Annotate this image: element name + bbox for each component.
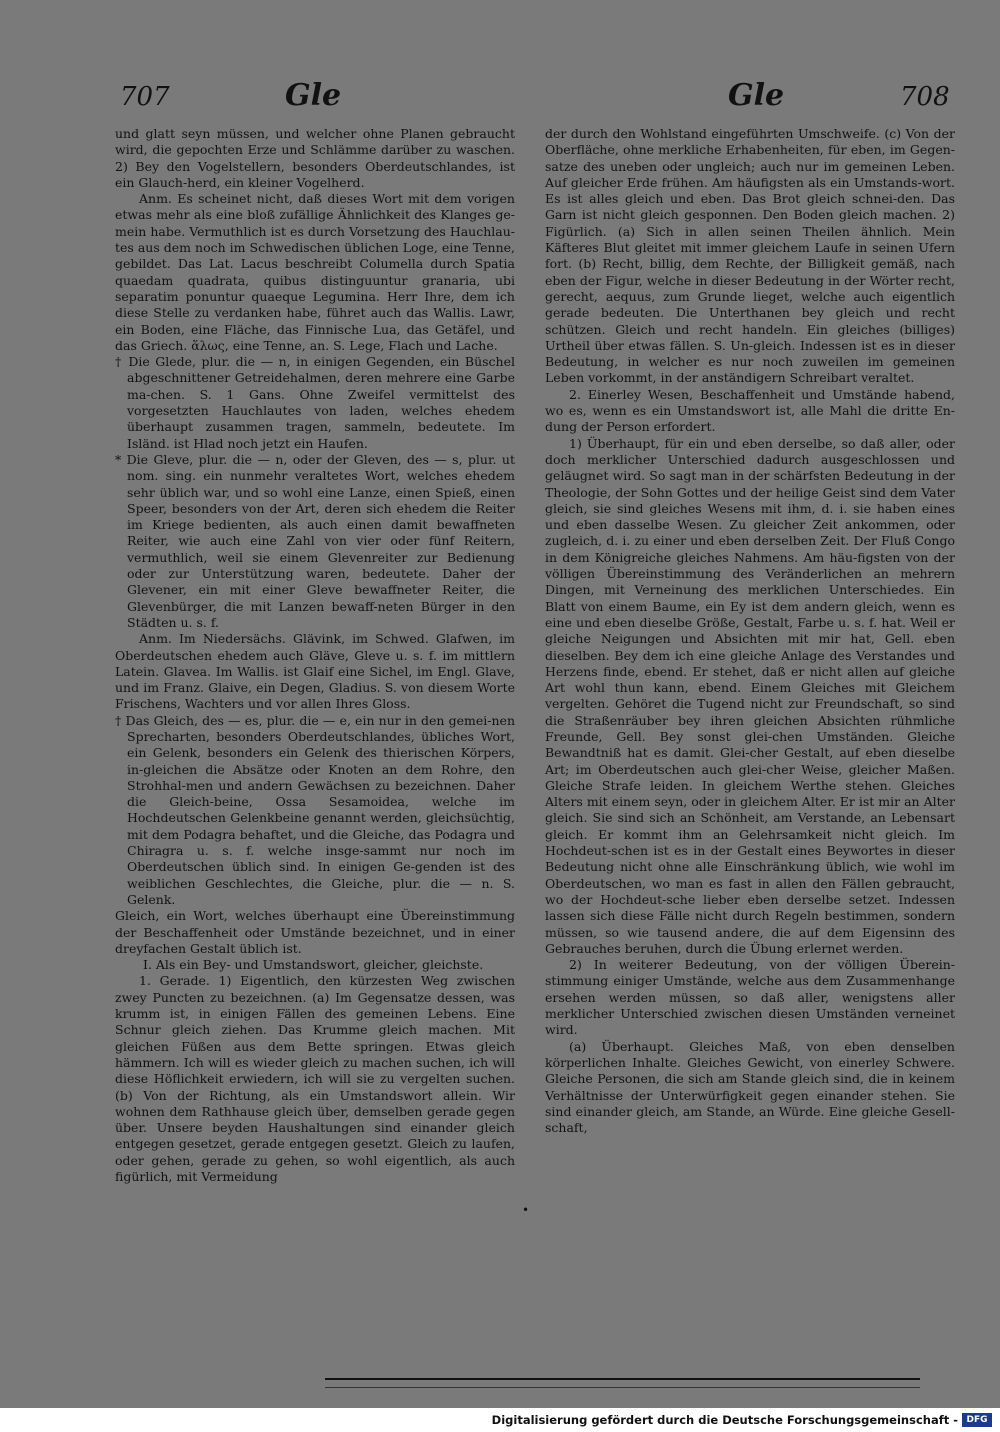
bottom-rule	[325, 1378, 920, 1380]
right-column	[545, 126, 955, 1136]
dot-mark: •	[522, 1203, 530, 1217]
footer-credit: Digitalisierung gefördert durch die Deutsche Forschungsgemeinschaft -	[491, 1413, 958, 1427]
left-page-number: 707	[120, 82, 170, 112]
paragraph: † Die Glede, plur. die — n, in einigen Gegenden, ein Büschel abgeschnittener Getreidehalmen, deren mehrere eine Garbe ma-chen. S. 1 Gans. Ohne Zweifel vermittelst des vorgesetzten Hauchlautes von laden, welches ehedem überhaupt zusammen tragen, sammeln, bedeutete. Im Isländ. ist Hlad noch jetzt ein Haufen.	[115, 354, 515, 451]
paragraph: der durch den Wohlstand eingeführten Umschweife. (c) Von der Oberfläche, ohne merkliche Erhabenheiten, für eben, im Gegen-satze des uneben oder ungleich; auch nur im gemeinen Leben. Auf gleicher Erde frühen. Am häufigsten als ein Umstands-wort. Es ist alles gleich und eben. Das Brot gleich schnei-den. Das Garn ist nicht gleich gesponnen. Den Boden gleich machen. 2) Figürlich. (a) Sich in allen seinen Theilen ähnlich. Mein Käfteres Blut gleitet mit immer gleichem Laufe in seinen Ufern fort. (b) Recht, billig, dem Rechte, der Billigkeit gemäß, nach eben der Figur, welche in dieser Bedeutung in der Wörter recht, gerecht, aequus, zum Grunde lieget, welche auch eigentlich gerade bedeuten. Die Unterthanen bey gleich und recht schützen. Gleich und recht handeln. Ein gleiches (billiges) Urtheil über etwas fällen. S. Un-gleich. Indessen ist es in dieser Bedeutung, in welcher es nur noch zuweilen im gemeinen Leben vorkommt, in der anständigern Schreibart veraltet.	[545, 126, 955, 386]
right-page-number: 708	[900, 82, 950, 112]
paragraph: 1) Überhaupt, für ein und eben derselbe, so daß aller, oder doch merklicher Unterschied dadurch ausgeschlossen und geläugnet wird. So sagt man in der schärfsten Bedeutung in der Theologie, der Sohn Gottes und der heilige Geist sind dem Vater gleich, sie sind gleiches Wesens mit ihm, d. i. sie haben eines und eben dasselbe Wesen. Zu gleicher Zeit ankommen, oder zugleich, d. i. zu einer und eben derselben Zeit. Der Fluß Congo in dem Königreiche gleiches Nahmens. Am häu-figsten von der völligen Übereinstimmung des Veränderlichen an mehrern Dingen, mit Verneinung des merklichen Unterschiedes. Ein Blatt von einem Baume, ein Ey ist dem andern gleich, wenn es eine und eben dieselbe Größe, Gestalt, Farbe u. s. f. hat. Weil er gleiche Neigungen und Absichten mit mir hat, Gell. eben dieselben. Bey dem ich eine gleiche Anlage des Verstandes und Herzens finde, ebend. Er stehet, daß er nicht allen auf gleiche Art wohl thun kann, ebend. Einem Gleiches mit Gleichem vergelten. Gehöret die Tugend nicht zur Freundschaft, so sind die Straßenräuber bey ihren gleichen Absichten rühmliche Freunde, Gell. Bey sonst glei-chen Umständen. Gleiche Bewandtniß hat es damit. Glei-cher Gestalt, auf eben dieselbe Art; im Oberdeutschen auch glei-cher Weise, gleicher Maßen. Gleiche Strafe leiden. In gleichem Werthe stehen. Gleiches Alters mit einem seyn, oder in gleichem Alter. Er ist mir an Alter gleich. Sie sind sich an Schönheit, am Verstande, an Lebensart gleich. Er kommt ihm an Gelehrsamkeit nicht gleich. Im Hochdeut-schen ist es in der Gestalt eines Beywortes in dieser Bedeutung nicht ohne alle Einschränkung üblich, wie wohl im Oberdeutschen, wo man es fast in allen den Fällen gebraucht, wo der Hochdeut-sche lieber eben derselbe setzet. Indessen lassen sich diese Fälle nicht durch Regeln bestimmen, sondern müssen, so wie tausend andere, die auf dem Eigensinn des Gebrauches beruhen, durch die Übung erlernet werden.	[545, 435, 955, 956]
paragraph: 1. Gerade. 1) Eigentlich, den kürzesten Weg zwischen zwey Puncten zu bezeichnen. (a) Im Gegensatze dessen, was krumm ist, in einigen Fällen des gemeinen Lebens. Eine Schnur gleich ziehen. Das Krumme gleich machen. Mit gleichen Füßen aus dem Bette springen. Etwas gleich hämmern. Ich will es wieder gleich zu machen suchen, ich will diese Höflichkeit erwiedern, ich will sie zu vergelten suchen. (b) Von der Richtung, als ein Umstandswort allein. Wir wohnen dem Rathhause gleich über, demselben gerade gegen über. Unsere beyden Haushaltungen sind einander gleich entgegen gesetzet, gerade entgegen gesetzt. Gleich zu laufen, oder gehen, gerade zu gehen, so wohl eigentlich, als auch figürlich, mit Vermeidung	[115, 973, 515, 1184]
page-header	[100, 78, 950, 126]
paragraph: Anm. Es scheinet nicht, daß dieses Wort mit dem vorigen etwas mehr als eine bloß zufällige Ähnlichkeit des Klanges ge-mein habe. Vermuthlich ist es durch Vorsetzung des Hauchlau-tes aus dem noch im Schwedischen üblichen Loge, eine Tenne, gebildet. Das Lat. Lacus beschreibt Columella durch Spatia quaedam quadrata, quibus distinguuntur granaria, ubi separatim ponuntur quaeque Legumina. Herr Ihre, dem ich diese Stelle zu verdanken habe, führet auch das Wallis. Lawr, ein Boden, eine Fläche, das Finnische Lua, das Getäfel, und das Griech. ἅλως, eine Tenne, an. S. Lege, Flach und Lache.	[115, 191, 515, 353]
paragraph: und glatt seyn müssen, und welcher ohne Planen gebraucht wird, die gepochten Erze und Schlämme darüber zu waschen. 2) Bey den Vogelstellern, besonders Oberdeutschlandes, ist ein Glauch-herd, ein kleiner Vogelherd.	[115, 126, 515, 190]
bottom-rule-thin	[325, 1387, 920, 1388]
left-column	[115, 126, 515, 1185]
paragraph: 2. Einerley Wesen, Beschaffenheit und Umstände habend, wo es, wenn es ein Umstandswort ist, alle Mahl die dritte En-dung der Person erfordert.	[545, 386, 955, 435]
footer-bar	[0, 1408, 1000, 1432]
paragraph: † Das Gleich, des — es, plur. die — e, ein nur in den gemei-nen Sprecharten, besonders Oberdeutschlandes, übliches Wort, ein Gelenk, besonders ein Gelenk des thierischen Körpers, in-gleichen die Absätze oder Knoten an dem Rohre, den Strohhal-men und andern Gewächsen zu bezeichnen. Daher die Gleich-beine, Ossa Sesamoidea, welche im Hochdeutschen Gelenkbeine genannt werden, gleichsüchtig, mit dem Podagra behaftet, und die Gleiche, das Podagra und Chiragra u. s. f. welche insge-sammt nur noch im Oberdeutschen üblich sind. In einigen Ge-genden ist des weiblichen Geschlechtes, die Gleiche, plur. die — n. S. Gelenk.	[115, 712, 515, 907]
left-catchword: Gle	[285, 78, 342, 113]
paragraph: * Die Gleve, plur. die — n, oder der Gleven, des — s, plur. ut nom. sing. ein nunmehr veraltetes Wort, welches ehedem sehr üblich war, und so wohl eine Lanze, einen Spieß, einen Speer, besonders von der Art, deren sich ehedem die Reiter im Kriege bedienten, als auch einen damit bewaffneten Reiter, wie auch eine Zahl von vier oder fünf Reitern, vermuthlich, weil sie einem Glevenreiter zur Bedienung oder zur Unterstützung waren, bedeutete. Daher der Glevener, ein mit einer Gleve bewaffneter Reiter, die Glevenbürger, die mit Lanzen bewaff-neten Bürger in den Städten u. s. f.	[115, 451, 515, 630]
dfg-logo-icon: DFG	[962, 1413, 992, 1427]
paragraph: Anm. Im Niedersächs. Glävink, im Schwed. Glafwen, im Oberdeutschen ehedem auch Gläve, Gleve u. s. f. im mittlern Latein. Glavea. Im Wallis. ist Glaif eine Sichel, im Engl. Glave, und im Franz. Glaive, ein Degen, Gladius. S. von diesem Worte Frischens, Wachters und vor allen Ihres Gloss.	[115, 631, 515, 712]
right-catchword: Gle	[728, 78, 785, 113]
paragraph: I. Als ein Bey- und Umstandswort, gleicher, gleichste.	[143, 957, 484, 973]
paragraph: 2) In weiterer Bedeutung, von der völligen Überein-stimmung einiger Umstände, welche aus dem Zusammenhange ersehen werden müssen, so daß aller, wenigstens aller merklicher Unterschied zwischen diesen Umständen verneinet wird.	[545, 957, 955, 1038]
paragraph: Gleich, ein Wort, welches überhaupt eine Übereinstimmung der Beschaffenheit oder Umstände bezeichnet, und in einer dreyfachen Gestalt üblich ist.	[115, 908, 515, 956]
paragraph: (a) Überhaupt. Gleiches Maß, von eben denselben körperlichen Inhalte. Gleiches Gewicht, von einerley Schwere. Gleiche Personen, die sich am Stande gleich sind, die in keinem Verhältnisse der Unterwürfigkeit gegen einander stehen. Sie sind einander gleich, am Stande, an Würde. Eine gleiche Gesell-schaft,	[545, 1038, 955, 1136]
